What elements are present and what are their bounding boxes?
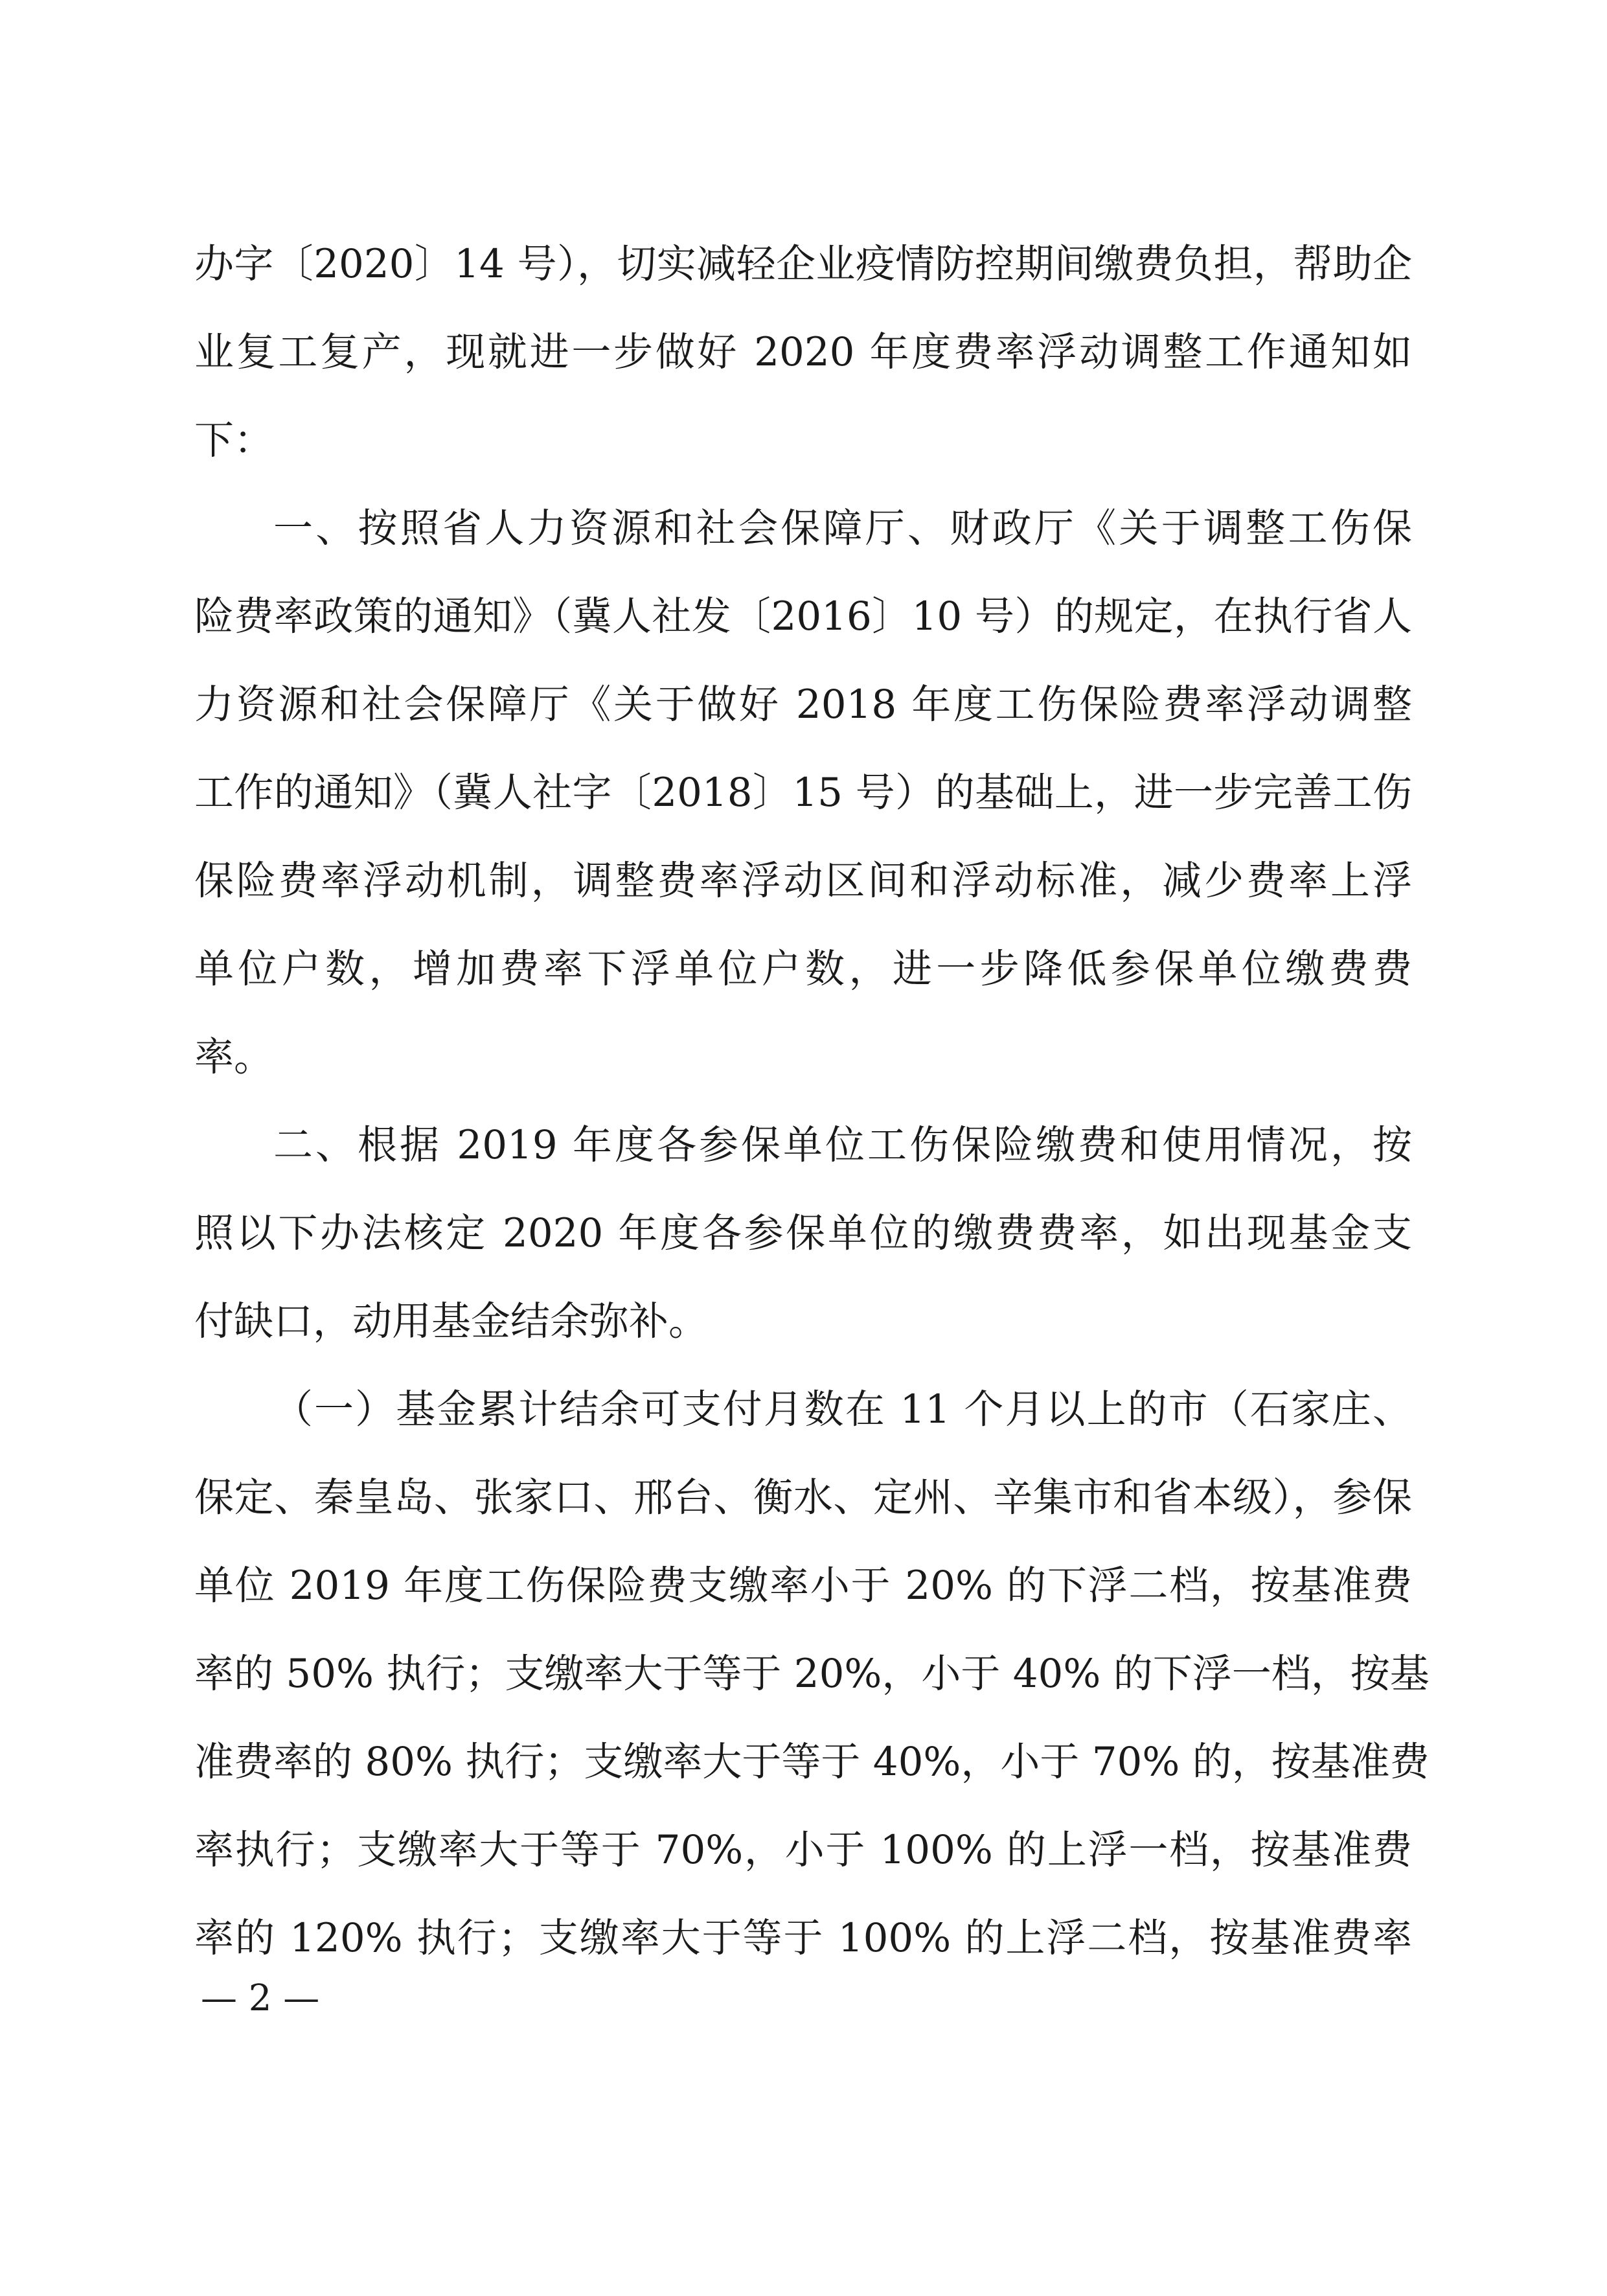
text-line: 率执行；支缴率大于等于 70%，小于 100% 的上浮一档，按基准费 xyxy=(194,1827,1412,1873)
text-line: 下： xyxy=(194,417,274,463)
text-line: 单位户数，增加费率下浮单位户数，进一步降低参保单位缴费费 xyxy=(194,946,1412,992)
text-line: 率的 50% 执行；支缴率大于等于 20%，小于 40% 的下浮一档，按基 xyxy=(194,1651,1430,1697)
body-text xyxy=(194,220,1430,1982)
text-line: （一）基金累计结余可支付月数在 11 个月以上的市（石家庄、 xyxy=(273,1386,1412,1432)
text-line: 付缺口，动用基金结余弥补。 xyxy=(194,1298,709,1344)
text-line: 一、按照省人力资源和社会保障厅、财政厅《关于调整工伤保 xyxy=(273,505,1412,551)
page-number: — 2 — xyxy=(201,1977,320,2019)
text-line: 保定、秦皇岛、张家口、邢台、衡水、定州、辛集市和省本级），参保 xyxy=(194,1475,1412,1521)
text-line: 业复工复产，现就进一步做好 2020 年度费率浮动调整工作通知如 xyxy=(194,329,1412,375)
text-line: 保险费率浮动机制，调整费率浮动区间和浮动标准，减少费率上浮 xyxy=(194,858,1412,904)
text-line: 工作的通知》（冀人社字〔2018〕15 号）的基础上，进一步完善工伤 xyxy=(194,770,1412,816)
text-line: 力资源和社会保障厅《关于做好 2018 年度工伤保险费率浮动调整 xyxy=(194,682,1412,728)
text-line: 率的 120% 执行；支缴率大于等于 100% 的上浮二档，按基准费率 xyxy=(194,1915,1412,1961)
text-line: 办字〔2020〕14 号），切实减轻企业疫情防控期间缴费负担，帮助企 xyxy=(194,241,1412,287)
text-line: 照以下办法核定 2020 年度各参保单位的缴费费率，如出现基金支 xyxy=(194,1210,1412,1256)
text-line: 险费率政策的通知》（冀人社发〔2016〕10 号）的规定，在执行省人 xyxy=(194,593,1412,639)
text-line: 二、根据 2019 年度各参保单位工伤保险缴费和使用情况，按 xyxy=(273,1122,1412,1168)
text-line: 单位 2019 年度工伤保险费支缴率小于 20% 的下浮二档，按基准费 xyxy=(194,1563,1412,1609)
text-line: 准费率的 80% 执行；支缴率大于等于 40%，小于 70% 的，按基准费 xyxy=(194,1739,1430,1785)
text-line: 率。 xyxy=(194,1034,274,1080)
